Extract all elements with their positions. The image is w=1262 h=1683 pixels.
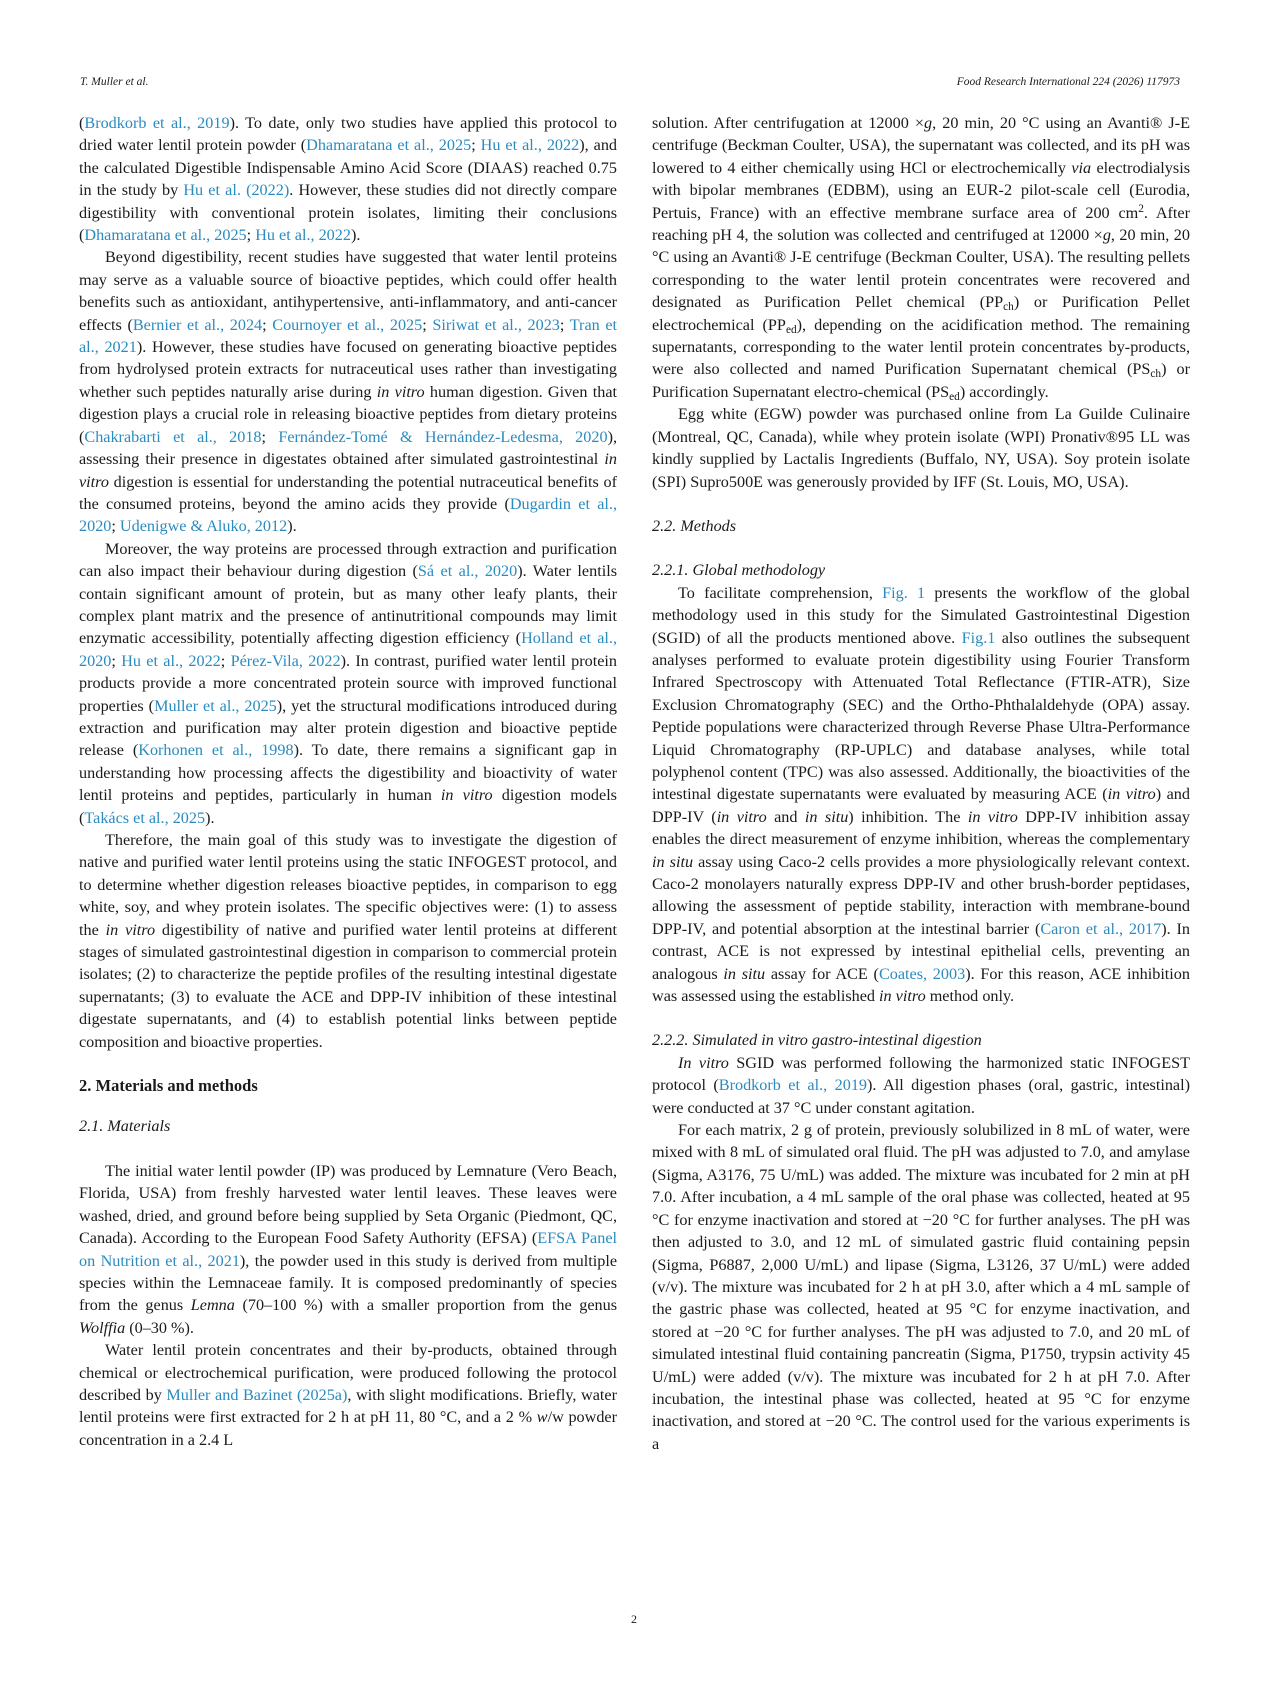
page-number: 2 [631, 1612, 637, 1626]
figure-link[interactable]: Fig. 1 [882, 583, 926, 602]
figure-link[interactable]: Fig.1 [961, 628, 996, 647]
citation-link[interactable]: Pérez-Vila, 2022 [230, 651, 341, 670]
paragraph-bioactive-peptides: Beyond digestibility, recent studies have suggested that water lentil proteins may serve as a valuable source of bioactive peptides, which could offer health benefits such as antioxidant, antihypertensive, anti-inflammatory, and anti-cancer effects (Bernier et al., 2024; Cournoyer et al., 2025; Siriwat et al., 2023; Tran et al., 2021). However, these studies have focused on generating bioactive peptides from hydrolysed protein extracts for nutraceutical uses rather than investigating whether such peptides naturally arise during in vitro human digestion. Given that digestion plays a crucial role in releasing bioactive peptides from dietary proteins (Chakrabarti et al., 2018; Fernández-Tomé & Hernández-Ledesma, 2020), assessing their presence in digestates obtained after simulated gastrointestinal in vitro digestion is essential for understanding the potential nutraceutical benefits of the consumed proteins, beyond the amino acids they provide (Dugardin et al., 2020; Udenigwe & Aluko, 2012). [79, 248, 618, 536]
left-column [79, 112, 617, 1451]
running-header-journal: Food Research International 224 (2026) 117973 [956, 76, 1180, 88]
citation-link[interactable]: Hu et al., 2022 [255, 226, 351, 245]
paragraph-processing-impact: Moreover, the way proteins are processed through extraction and purification can also impact their behaviour during digestion (Sá et al., 2020). Water lentils contain significant amount of protein, but as many other leafy plants, their complex plant matrix and the presence of antinutritional compounds may limit enzymatic accessibility, potentially affecting digestion efficiency (Holland et al., 2020; Hu et al., 2022; Pérez-Vila, 2022). In contrast, purified water lentil protein products provide a more concentrated protein source with improved functional properties (Muller et al., 2025), yet the structural modifications introduced during extraction and purification may alter protein digestion and bioactive peptide release (Korhonen et al., 1998). To date, there remains a significant gap in understanding how processing affects the digestibility and bioactivity of water lentil proteins and peptides, particularly in human in vitro digestion models (Takács et al., 2025). [79, 539, 618, 827]
citation-link[interactable]: Cournoyer et al., 2025 [272, 315, 423, 334]
citation-link[interactable]: Dugardin et al., 2020 [79, 494, 617, 536]
subsection-heading-methods: 2.2. Methods [652, 516, 737, 535]
running-header-authors: T. Muller et al. [80, 76, 149, 88]
paragraph-initial-powder: The initial water lentil powder (IP) was produced by Lemnature (Vero Beach, Florida, USA) from freshly harvested water lentil leaves. These leaves were washed, dried, and ground before being supplied by Seta Organic (Piedmont, QC, Canada). According to the European Food Safety Authority (EFSA) (EFSA Panel on Nutrition et al., 2021), the powder used in this study is derived from multiple species within the Lemnaceae family. It is composed predominantly of species from the genus Lemna (70–100 %) with a smaller proportion from the genus Wolffia (0–30 %). [79, 1161, 618, 1337]
right-column [652, 112, 1190, 1455]
citation-link[interactable]: Brodkorb et al., 2019 [84, 114, 230, 132]
citation-link[interactable]: Muller et al., 2025 [154, 696, 277, 715]
citation-link[interactable]: Korhonen et al., 1998 [138, 741, 294, 760]
citation-link[interactable]: Takács et al., 2025 [84, 808, 206, 827]
paragraph-global-methodology: To facilitate comprehension, Fig. 1 presents the workflow of the global methodology used in this study for the Simulated Gastrointestinal Digestion (SGID) of all the products mentioned above. Fig.1 also outlines the subsequent analyses performed to evaluate protein digestibility using Fourier Transform Infrared Spectroscopy with Attenuated Total Reflectance (FTIR-ATR), Size Exclusion Chromatography (SEC) and the Ortho-Phthalaldehyde (OPA) assay. Peptide populations were characterized through Reverse Phase Ultra-Performance Liquid Chromatography (RP-UPLC) and database analyses, while total polyphenol content (TPC) was also assessed. Additionally, the bioactivities of the intestinal digestate supernatants were evaluated by measuring ACE (in vitro) and DPP-IV (in vitro and in situ) inhibition. The in vitro DPP-IV inhibition assay enables the direct measurement of enzyme inhibition, whereas the complementary in situ assay using Caco-2 cells provides a more physiologically relevant context. Caco-2 monolayers naturally express DPP-IV and other brush-border peptidases, allowing the assessment of peptide stability, interaction with membrane-bound DPP-IV, and potential absorption at the intestinal barrier (Caron et al., 2017). In contrast, ACE is not expressed by intestinal epithelial cells, preventing an analogous in situ assay for ACE (Coates, 2003). For this reason, ACE inhibition was assessed using the established in vitro method only. [652, 583, 1191, 1006]
section-heading-materials-methods: 2. Materials and methods [79, 1076, 258, 1096]
subsection-heading-materials: 2.1. Materials [79, 1117, 171, 1136]
citation-link[interactable]: Caron et al., 2017 [1040, 919, 1162, 938]
citation-link[interactable]: Hu et al., 2022 [480, 136, 580, 155]
paragraph-digestion-procedure: For each matrix, 2 g of protein, previously solubilized in 8 mL of water, were mixed with 8 mL of simulated oral fluid. The pH was adjusted to 7.0, and amylase (Sigma, A3176, 75 U/mL) was added. The mixture was incubated for 2 min at pH 7.0. After incubation, a 4 mL sample of the oral phase was collected, heated at 95 °C for enzyme inactivation and stored at −20 °C for further analyses. The pH was then adjusted to 3.0, and 12 mL of simulated gastric fluid containing pepsin (Sigma, P6887, 2,000 U/mL) and lipase (Sigma, L3126, 37 U/mL) were added (v/v). The mixture was incubated for 2 h at pH 3.0, after which a 4 mL sample of the gastric phase was collected, heated at 95 °C for enzyme inactivation, and stored at −20 °C for further analyses. The pH was adjusted to 7.0, and 20 mL of simulated intestinal fluid containing pancreatin (Sigma, P1750, trypsin activity 45 U/mL) were added (v/v). The mixture was incubated for 2 h at pH 7.0. After incubation, the intestinal phase was collected, heated at 95 °C for enzyme inactivation, and stored at −20 °C. The control used for the various experiments is a [652, 1121, 1190, 1453]
citation-link[interactable]: Hu et al., 2022 [121, 651, 221, 670]
citation-link[interactable]: Sá et al., 2020 [417, 562, 518, 581]
citation-link[interactable]: Chakrabarti et al., 2018 [84, 427, 262, 446]
subsubsection-heading-global-methodology: 2.2.1. Global methodology [652, 561, 826, 580]
citation-link[interactable]: Brodkorb et al., 2019 [718, 1076, 868, 1095]
paragraph-intro-digestibility: (Brodkorb et al., 2019). To date, only two studies have applied this protocol to dried water lentil protein powder (Dhamaratana et al., 2025; Hu et al., 2022), and the calculated Digestible Indispensable Amino Acid Score (DIAAS) reached 0.75 in the study by Hu et al. (2022). However, these studies did not directly compare digestibility with conventional protein isolates, limiting their conclusions (Dhamaratana et al., 2025; Hu et al., 2022). [79, 114, 618, 245]
citation-link[interactable]: Coates, 2003 [878, 964, 966, 983]
paragraph-centrifugation: solution. After centrifugation at 12000 ×g, 20 min, 20 °C using an Avanti® J-E centrifuge (Beckman Coulter, USA), the supernatant was collected, and its pH was lowered to 4 either chemically using HCl or electrochemically via electrodialysis with bipolar membranes (EDBM), using an EUR-2 pilot-scale cell (Eurodia, Pertuis, France) with an effective membrane surface area of 200 $cm^2$. After reaching pH 4, the solution was collected and centrifuged at 12000 ×g, 20 min, 20 °C using an Avanti® J-E centrifuge (Beckman Coulter, USA). The resulting pellets corresponding to the water lentil protein concentrates were recovered and designated as Purification Pellet chemical $(PP_{ch})$ or Purification Pellet electrochemical $(PP_{ed})$, depending on the acidification method. The remaining supernatants, corresponding to the water lentil protein concentrates by-products, were also collected and named Purification Supernatant chemical $(PS_{ch})$ or Purification Supernatant electro-chemical $(PS_{ed})$ accordingly. [652, 114, 1190, 403]
citation-link[interactable]: Udenigwe & Aluko, 2012 [119, 517, 288, 536]
citation-link[interactable]: EFSA Panel on Nutrition et al., 2021 [79, 1229, 617, 1270]
citation-link[interactable]: Tran et al., 2021 [79, 315, 618, 357]
citation-link[interactable]: Dhamaratana et al., 2025 [84, 226, 247, 245]
citation-link[interactable]: Fernández-Tomé & Hernández-Ledesma, 2020 [278, 427, 608, 446]
citation-link[interactable]: Dhamaratana et al., 2025 [306, 136, 472, 155]
citation-link[interactable]: Siriwat et al., 2023 [432, 315, 560, 334]
citation-link[interactable]: Bernier et al., 2024 [132, 315, 263, 334]
citation-link[interactable]: Hu et al. (2022) [183, 181, 290, 200]
citation-link[interactable]: Muller and Bazinet (2025a) [166, 1385, 348, 1404]
paragraph-protein-concentrates: Water lentil protein concentrates and their by-products, obtained through chemical or electrochemical purification, were produced following the protocol described by Muller and Bazinet (2025a), with slight modifications. Briefly, water lentil proteins were first extracted for 2 h at pH 11, 80 °C, and a 2 % w/w powder concentration in a 2.4 L [79, 1341, 618, 1449]
paragraph-commercial-isolates: Egg white (EGW) powder was purchased online from La Guilde Culinaire (Montreal, QC, Canada), while whey protein isolate (WPI) Pronativ®95 LL was kindly supplied by Lactalis Ingredients (Buffalo, NY, USA). Soy protein isolate (SPI) Supro500E was generously provided by IFF (St. Louis, MO, USA). [652, 405, 1190, 491]
paragraph-infogest: In vitro SGID was performed following the harmonized static INFOGEST protocol (Brodkorb et al., 2019). All digestion phases (oral, gastric, intestinal) were conducted at 37 °C under constant agitation. [652, 1053, 1190, 1117]
citation-link[interactable]: Holland et al., 2020 [79, 629, 617, 670]
paragraph-objectives: Therefore, the main goal of this study was to investigate the digestion of native and purified water lentil proteins using the static INFOGEST protocol, and to determine whether digestion releases bioactive peptides, in comparison to egg white, soy, and whey protein isolates. The specific objectives were: (1) to assess the in vitro digestibility of native and purified water lentil proteins at different stages of simulated gastrointestinal digestion in comparison to commercial protein isolates; (2) to characterize the peptide profiles of the resulting intestinal digestate supernatants; (3) to evaluate the ACE and DPP-IV inhibition of these intestinal digestate supernatants, and (4) to establish potential links between peptide composition and bioactive properties. [79, 831, 617, 1051]
subsubsection-heading-sgid: 2.2.2. Simulated in vitro gastro-intestinal digestion [652, 1031, 982, 1050]
